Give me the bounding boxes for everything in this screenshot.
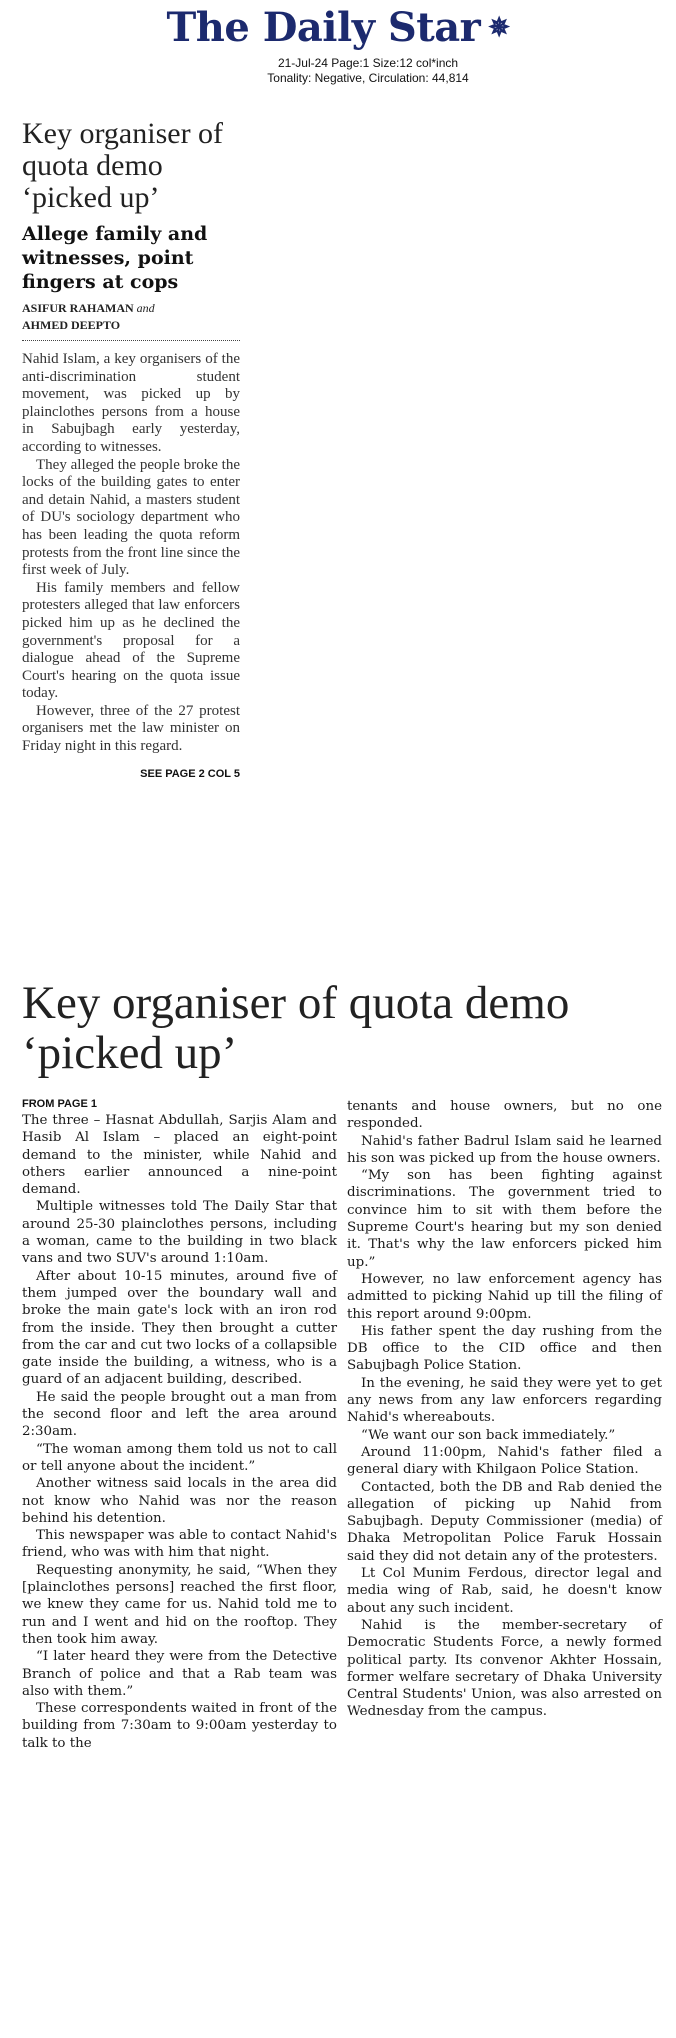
column-paragraph: These correspondents waited in front of the building from 7:30am to 9:00am yesterday to talk to the	[22, 1701, 337, 1751]
column-paragraph: This newspaper was able to contact Nahid's friend, who was with him that night.	[22, 1528, 337, 1561]
column-paragraph: The three – Hasnat Abdullah, Sarjis Alam and Hasib Al Islam – placed an eight-point demand to the minister, while Nahid and others earlier announced a nine-point demand.	[22, 1113, 337, 1198]
column-paragraph: His father spent the day rushing from the DB office to the CID office and then Sabujbagh Police Station.	[347, 1323, 662, 1374]
byline	[22, 300, 240, 334]
author-2: AHMED DEEPTO	[22, 318, 121, 332]
column-paragraph: Lt Col Munim Ferdous, director legal and media wing of Rab, said, he doesn't know about any such incident.	[347, 1566, 662, 1616]
column-paragraph: In the evening, he said they were yet to get any news from any law enforcers regarding Nahid's whereabouts.	[347, 1375, 662, 1426]
front-paragraph: His family members and fellow protesters alleged that law enforcers picked him up as he declined the government's proposal for a dialogue ahead of the Supreme Court's hearing on the quota issue today.	[22, 579, 240, 702]
column-paragraph: “The woman among them told us not to call or tell anyone about the incident.”	[22, 1441, 337, 1474]
column-paragraph: tenants and house owners, but no one responded.	[347, 1099, 662, 1132]
masthead	[0, 4, 676, 52]
column-paragraph: “We want our son back immediately.”	[361, 1427, 616, 1443]
column-paragraph: Nahid is the member-secretary of Democratic Students Force, a newly formed political party. Its convenor Akhter Hossain, former welfare secretary of Dhaka University Central Students' Union, was also arrested on Wednesday from the campus.	[347, 1617, 662, 1720]
column-paragraph: Multiple witnesses told The Daily Star that around 25-30 plainclothes persons, including a woman, came to the building in two black vans and two SUV's around 1:10am.	[22, 1199, 337, 1267]
column-paragraph: Nahid's father Badrul Islam said he learned his son was picked up from the house owners.	[347, 1133, 662, 1166]
dotted-divider	[22, 340, 240, 341]
clipping-meta	[0, 56, 676, 86]
column-paragraph: “My son has been fighting against discriminations. The government tried to convince him to sit with them before the Supreme Court's hearing but my son denied it. That's why the law enforcers picked him up.”	[347, 1168, 662, 1270]
author-1: ASIFUR RAHAMAN	[22, 301, 134, 315]
front-body	[22, 351, 240, 756]
byline-and: and	[136, 301, 155, 315]
front-page-article	[22, 118, 240, 780]
logo-text: The Daily Star	[166, 4, 481, 51]
column-paragraph: Around 11:00pm, Nahid's father filed a general diary with Khilgaon Police Station.	[347, 1444, 662, 1478]
continuation-columns	[22, 1098, 662, 1752]
see-page-jump: SEE PAGE 2 COL 5	[140, 767, 240, 780]
column-paragraph: After about 10-15 minutes, around five of them jumped over the boundary wall and broke the main gate's lock with an iron rod from the inside. They then brought a cutter from the car and cut two locks of a collapsible gate inside the building, a witness, who is a guard of an adjacent building, described.	[22, 1268, 337, 1388]
clipping-meta-line2: Tonality: Negative, Circulation: 44,814	[267, 71, 469, 85]
column-paragraph: Contacted, both the DB and Rab denied the allegation of picking up Nahid from Sabujbagh. Deputy Commissioner (media) of Dhaka Metropolitan Police Faruk Hossain said they did not detain any of the protesters.	[347, 1479, 662, 1564]
front-headline: Key organiser of quota demo ‘picked up’	[22, 117, 224, 214]
column-paragraph: He said the people brought out a man from the second floor and left the area around 2:30am.	[22, 1389, 337, 1440]
column-paragraph: “I later heard they were from the Detective Branch of police and that a Rab team was also with them.”	[22, 1649, 337, 1699]
star-icon: ✵	[488, 13, 510, 43]
column-1	[22, 1098, 337, 1752]
front-paragraph: However, three of the 27 protest organisers met the law minister on Friday night in this regard.	[22, 702, 240, 755]
column-paragraph: However, no law enforcement agency has admitted to picking Nahid up till the filing of this report around 9:00pm.	[347, 1271, 662, 1322]
clipping-meta-line1: 21-Jul-24 Page:1 Size:12 col*inch	[277, 56, 459, 70]
newspaper-logo	[166, 4, 509, 52]
front-paragraph: They alleged the people broke the locks of the building gates to enter and detain Nahid, a masters student of DU's sociology department who has been leading the quota reform protests from the front line since the first week of July.	[22, 456, 240, 579]
from-page-label: FROM PAGE 1	[22, 1098, 97, 1110]
front-subhead: Allege family and witnesses, point fingers at cops	[22, 223, 208, 293]
continuation-headline: Key organiser of quota demo ‘picked up’	[22, 977, 570, 1079]
column-2	[347, 1098, 662, 1752]
column-paragraph: Another witness said locals in the area did not know who Nahid was nor the reason behind his detention.	[22, 1476, 337, 1526]
front-paragraph: Nahid Islam, a key organisers of the anti-discrimination student movement, was picked up by plainclothes persons from a house in Sabujbagh early yesterday, according to witnesses.	[22, 351, 240, 455]
column-paragraph: Requesting anonymity, he said, “When they [plainclothes persons] reached the first floor, we knew they came for us. Nahid told me to run and I went and hid on the rooftop. They then took him away.	[22, 1562, 337, 1647]
